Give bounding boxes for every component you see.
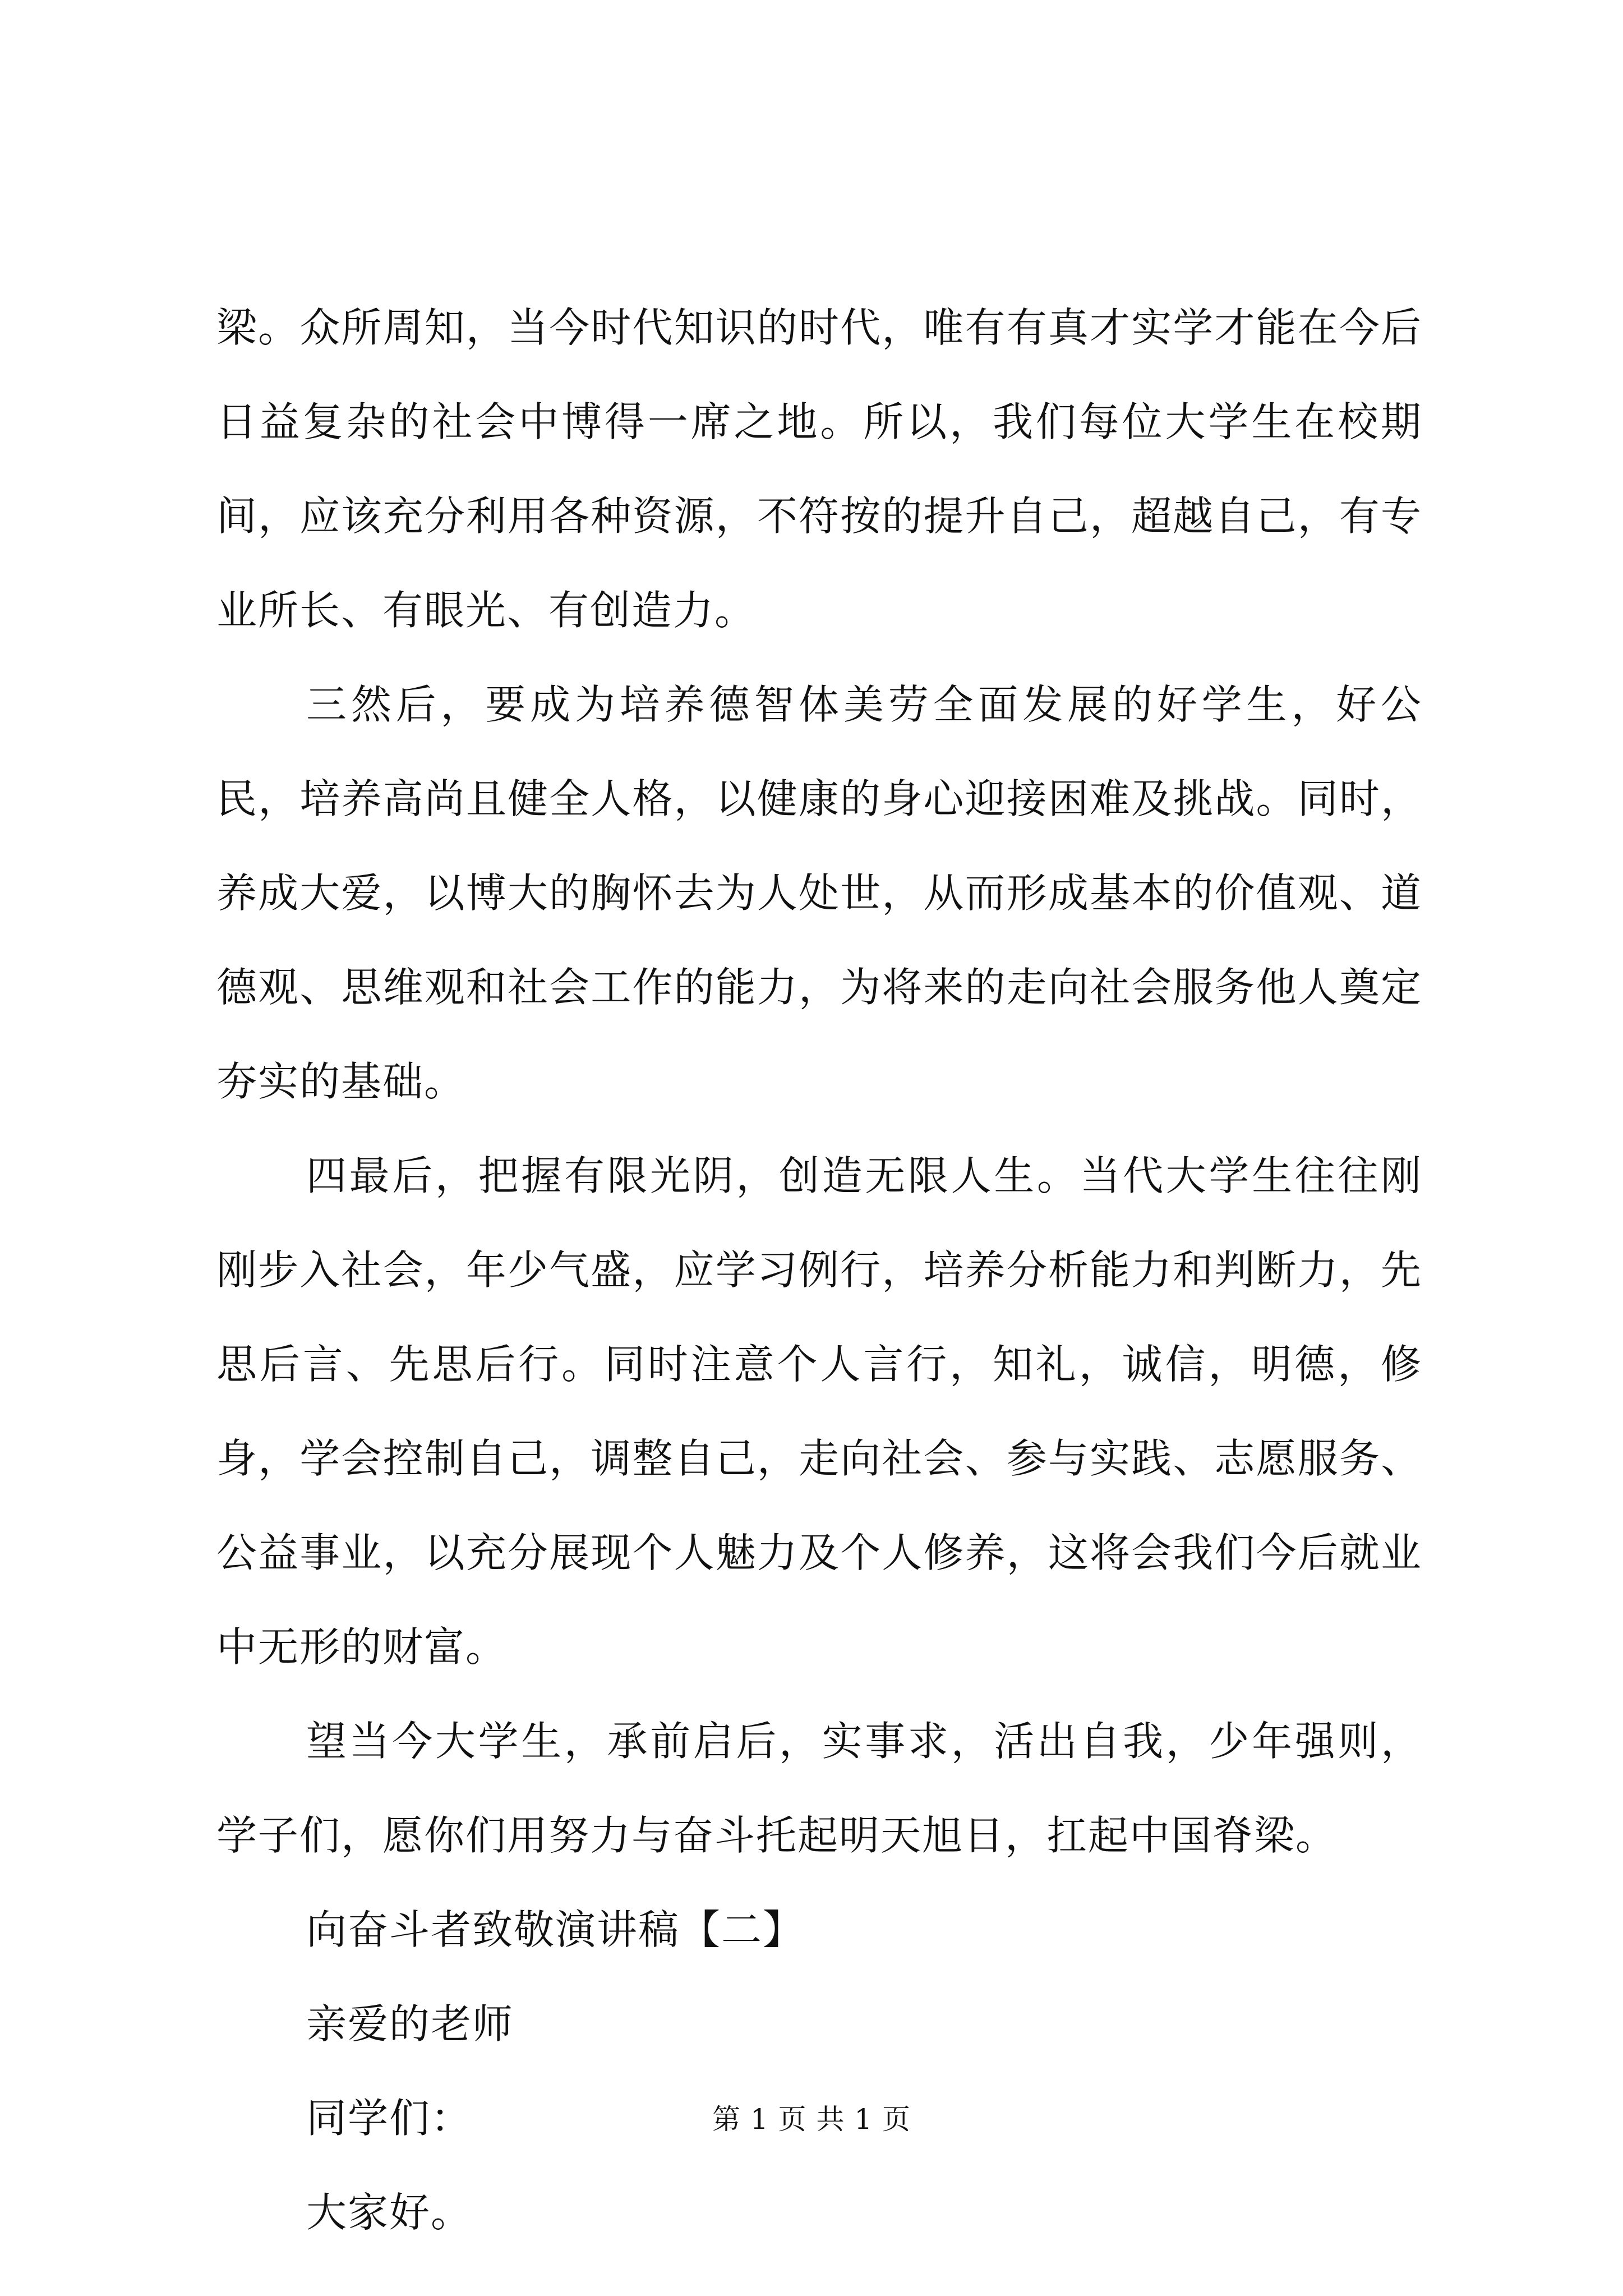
paragraph-continuation: 梁。众所周知，当今时代知识的时代，唯有有真才实学才能在今后日益复杂的社会中博得一席之地。所以，我们每位大学生在校期间，应该充分利用各种资源，不符按的提升自己，超越自己，有专业所长、有眼光、有创造力。 — [216, 304, 1422, 634]
greeting: 大家好。 — [306, 2189, 473, 2236]
document-body — [216, 280, 1422, 2260]
salutation-teachers: 亲爱的老师 — [306, 2000, 514, 2047]
paragraph-third-point: 三然后，要成为培养德智体美劳全面发展的好学生，好公民，培养高尚且健全人格，以健康的身心迎接困难及挑战。同时，养成大爱，以博大的胸怀去为人处世，从而形成基本的价值观、道德观、思维观和社会工作的能力，为将来的走向社会服务他人奠定夯实的基础。 — [216, 681, 1422, 1105]
page-number-footer: 第 1 页 共 1 页 — [712, 2103, 911, 2136]
section-title: 向奋斗者致敬演讲稿【二】 — [306, 1906, 805, 1953]
paragraph-closing: 望当今大学生，承前启后，实事求，活出自我，少年强则，学子们，愿你们用努力与奋斗托起明天旭日，扛起中国脊梁。 — [216, 1718, 1422, 1859]
paragraph-fourth-point: 四最后，把握有限光阴，创造无限人生。当代大学生往往刚刚步入社会，年少气盛，应学习例行，培养分析能力和判断力，先思后言、先思后行。同时注意个人言行，知礼，诚信，明德，修身，学会控制自己，调整自己，走向社会、参与实践、志愿服务、公益事业，以充分展现个人魅力及个人修养，这将会我们今后就业中无形的财富。 — [216, 1152, 1422, 1671]
salutation-students: 同学们： — [306, 2095, 473, 2142]
